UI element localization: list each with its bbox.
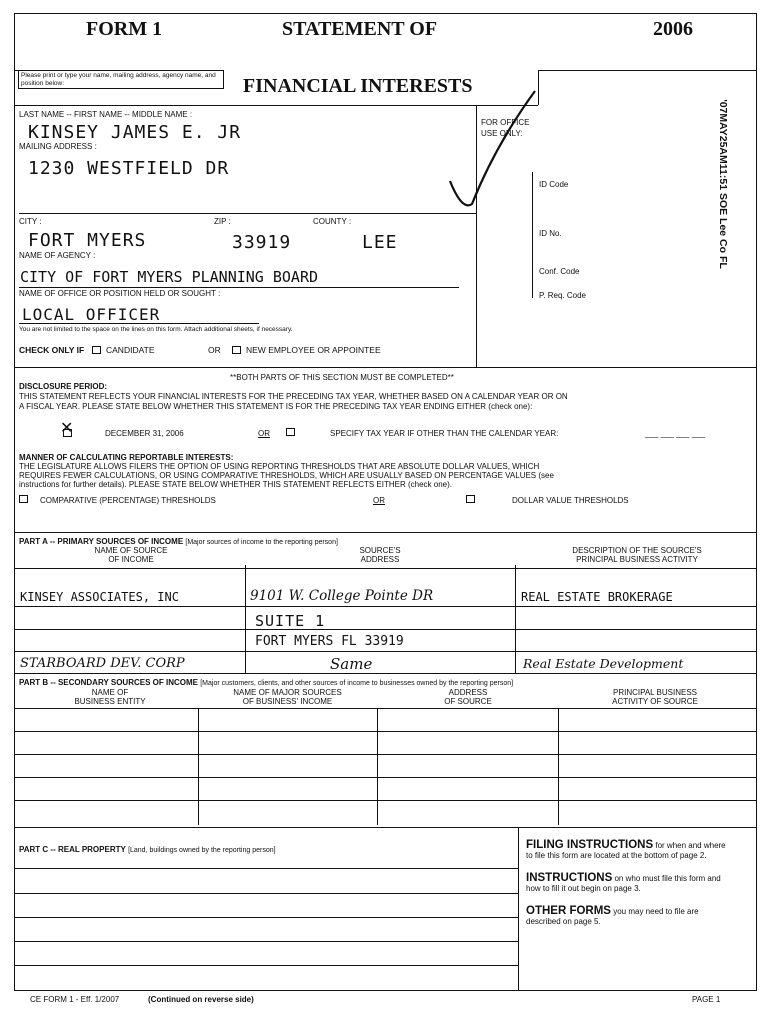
checkmark-icon bbox=[440, 86, 540, 216]
new-employee-label: NEW EMPLOYEE OR APPOINTEE bbox=[246, 345, 381, 355]
office-use-label bbox=[481, 117, 529, 139]
part-a-col2-header bbox=[247, 546, 513, 564]
manner-text2: REQUIRES FEWER CALCULATIONS, OR USING COMPARATIVE THRESHOLDS, WHICH ARE USUALLY BASED ON PERCENTAGE VALUES (see bbox=[19, 471, 554, 480]
part-b-note: [Major customers, clients, and other sources of income to businesses owned by the reporting person] bbox=[200, 680, 514, 687]
address-value: 1230 WESTFIELD DR bbox=[28, 158, 230, 179]
part-b-row-line2 bbox=[14, 754, 757, 755]
disclosure-or-1: OR bbox=[258, 429, 270, 438]
city-label: CITY : bbox=[19, 217, 42, 226]
part-c-line5 bbox=[14, 965, 518, 966]
office-left-tick bbox=[532, 172, 533, 298]
zip-value: 33919 bbox=[232, 232, 292, 253]
part-a-row2-address: SUITE 1 bbox=[255, 612, 326, 630]
agency-label: NAME OF AGENCY : bbox=[19, 251, 96, 260]
print-note: Please print or type your name, mailing address, agency name, and position below: bbox=[18, 70, 224, 89]
part-b-col2-l2: OF BUSINESS' INCOME bbox=[242, 697, 333, 706]
filing-instructions-text: for when and where to file this form are located at the bottom of page 2. bbox=[526, 841, 726, 860]
other-forms-text: you may need to file are described on page 5. bbox=[526, 907, 699, 926]
part-b-col4-header bbox=[560, 688, 750, 706]
address-label: MAILING ADDRESS : bbox=[19, 142, 97, 151]
check-only-if: CHECK ONLY IF bbox=[19, 345, 85, 355]
part-b-row-line1 bbox=[14, 731, 757, 732]
title-line1: STATEMENT OF bbox=[282, 18, 438, 40]
county-value: LEE bbox=[362, 232, 398, 253]
dec31-check-mark: ✕ bbox=[60, 420, 74, 437]
city-value: FORT MYERS bbox=[28, 230, 147, 251]
part-a-heading-row bbox=[19, 537, 338, 546]
dollar-value-label: DOLLAR VALUE THRESHOLDS bbox=[512, 496, 629, 505]
part-a-vline1 bbox=[245, 565, 246, 673]
part-a-col3-header bbox=[517, 546, 757, 564]
both-parts-note: **BOTH PARTS OF THIS SECTION MUST BE COMPLETED** bbox=[230, 373, 454, 382]
who-must-file-instructions bbox=[526, 873, 726, 894]
disclosure-top-line bbox=[14, 367, 757, 368]
check-or: OR bbox=[208, 345, 221, 355]
part-c-heading-row bbox=[19, 845, 276, 854]
period-text1: THIS STATEMENT REFLECTS YOUR FINANCIAL INTERESTS FOR THE PRECEDING TAX YEAR, WHETHER BASED ON A CALENDAR YEAR OR ON bbox=[19, 392, 568, 401]
other-forms-title: OTHER FORMS bbox=[526, 905, 611, 917]
footer-form-id: CE FORM 1 - Eff. 1/2007 bbox=[30, 995, 120, 1004]
part-b-vline3 bbox=[558, 708, 559, 825]
part-c-divider bbox=[518, 827, 519, 991]
part-a-row3-address: FORT MYERS FL 33919 bbox=[255, 634, 404, 649]
form-label: FORM 1 bbox=[86, 18, 163, 40]
part-b-vline1 bbox=[198, 708, 199, 825]
zip-label: ZIP : bbox=[214, 217, 231, 226]
part-b-col3-l1: ADDRESS bbox=[448, 688, 488, 697]
p-req-code-label: P. Req. Code bbox=[539, 291, 586, 300]
part-b-col3-header bbox=[378, 688, 558, 706]
office-use-line2: USE ONLY: bbox=[481, 129, 523, 138]
header-divider-right bbox=[538, 70, 757, 71]
specify-year-label: SPECIFY TAX YEAR IF OTHER THAN THE CALENDAR YEAR: bbox=[330, 429, 559, 438]
dec31-label: DECEMBER 31, 2006 bbox=[105, 429, 184, 438]
part-b-col1-header bbox=[20, 688, 200, 706]
part-a-header-line bbox=[14, 568, 757, 569]
part-b-row-line3 bbox=[14, 777, 757, 778]
dollar-value-checkbox[interactable] bbox=[466, 495, 475, 503]
part-a-col3-l1: DESCRIPTION OF THE SOURCE'S bbox=[572, 546, 702, 555]
part-b-header-line bbox=[14, 708, 757, 709]
part-a-top-line bbox=[14, 532, 757, 533]
new-employee-checkbox[interactable] bbox=[232, 346, 241, 354]
part-c-line4 bbox=[14, 941, 518, 942]
part-c-heading: PART C -- REAL PROPERTY bbox=[19, 845, 126, 854]
agency-value: CITY OF FORT MYERS PLANNING BOARD bbox=[20, 268, 319, 286]
part-b-col4-l2: ACTIVITY OF SOURCE bbox=[612, 697, 698, 706]
part-a-row-line2 bbox=[14, 629, 757, 630]
part-a-row4-address: Same bbox=[330, 655, 373, 673]
position-label: NAME OF OFFICE OR POSITION HELD OR SOUGHT : bbox=[19, 289, 221, 298]
period-heading: DISCLOSURE PERIOD: bbox=[19, 382, 108, 391]
form-year: 2006 bbox=[653, 18, 693, 40]
space-note: You are not limited to the space on the lines on this form. Attach additional sheets, if necessary. bbox=[19, 326, 293, 333]
part-b-vline2 bbox=[377, 708, 378, 825]
part-b-heading-row bbox=[19, 678, 513, 687]
title-line2: FINANCIAL INTERESTS bbox=[243, 75, 473, 97]
footer-continued: (Continued on reverse side) bbox=[148, 995, 254, 1004]
part-b-row-line4 bbox=[14, 800, 757, 801]
other-forms-instructions bbox=[526, 906, 726, 927]
part-a-row-line3 bbox=[14, 651, 757, 652]
part-a-col1-l2: OF INCOME bbox=[108, 555, 154, 564]
manner-text1: THE LEGISLATURE ALLOWS FILERS THE OPTION OF USING REPORTING THRESHOLDS THAT ARE ABSOLUTE DOLLAR VALUES, WHICH bbox=[19, 462, 540, 471]
candidate-label: CANDIDATE bbox=[106, 345, 155, 355]
part-c-note: [Land, buildings owned by the reporting person] bbox=[128, 847, 276, 854]
footer-page: PAGE 1 bbox=[692, 995, 721, 1004]
part-b-col2-l1: NAME OF MAJOR SOURCES bbox=[233, 688, 342, 697]
name-label: LAST NAME -- FIRST NAME -- MIDDLE NAME : bbox=[19, 110, 193, 119]
id-code-label: ID Code bbox=[539, 180, 569, 189]
manner-text3: instructions for further details). PLEASE STATE BELOW WHETHER THIS STATEMENT REFLECTS EITHER (check one). bbox=[19, 480, 452, 489]
part-b-col3-l2: OF SOURCE bbox=[444, 697, 492, 706]
conf-code-label: Conf. Code bbox=[539, 267, 580, 276]
part-b-heading: PART B -- SECONDARY SOURCES OF INCOME bbox=[19, 678, 198, 687]
office-use-line1: FOR OFFICE bbox=[481, 118, 530, 127]
who-must-file-text: on who must file this form and how to fill it out begin on page 3. bbox=[526, 874, 721, 893]
address-line bbox=[19, 213, 476, 214]
part-a-col3-l2: PRINCIPAL BUSINESS ACTIVITY bbox=[576, 555, 698, 564]
county-label: COUNTY : bbox=[313, 217, 352, 226]
part-c-line1 bbox=[14, 868, 518, 869]
comparative-checkbox[interactable] bbox=[19, 495, 28, 503]
specify-year-checkbox[interactable] bbox=[286, 428, 295, 436]
specify-year-blank[interactable]: ___ ___ ___ ___ bbox=[645, 429, 706, 438]
part-c-line3 bbox=[14, 917, 518, 918]
part-b-col4-l1: PRINCIPAL BUSINESS bbox=[612, 688, 698, 697]
comparative-label: COMPARATIVE (PERCENTAGE) THRESHOLDS bbox=[40, 496, 216, 505]
who-must-file-title: INSTRUCTIONS bbox=[526, 872, 613, 884]
part-a-row4-name: STARBOARD DEV. CORP bbox=[20, 656, 185, 671]
part-a-col2-l1: SOURCE'S bbox=[359, 546, 401, 555]
part-a-row1-address: 9101 W. College Pointe DR bbox=[250, 588, 434, 604]
part-a-col2-l2: ADDRESS bbox=[360, 555, 400, 564]
filing-instructions bbox=[526, 840, 726, 861]
part-a-row1-activity: REAL ESTATE BROKERAGE bbox=[521, 590, 673, 604]
filing-instructions-title: FILING INSTRUCTIONS bbox=[526, 839, 654, 851]
part-a-row4-activity: Real Estate Development bbox=[523, 656, 684, 671]
part-a-col1-header bbox=[20, 546, 242, 564]
instructions-box bbox=[526, 840, 726, 927]
agency-line bbox=[19, 287, 459, 288]
candidate-checkbox[interactable] bbox=[92, 346, 101, 354]
part-a-col1-l1: NAME OF SOURCE bbox=[94, 546, 168, 555]
name-value: KINSEY JAMES E. JR bbox=[28, 122, 242, 143]
manner-heading: MANNER OF CALCULATING REPORTABLE INTERESTS: bbox=[19, 453, 234, 462]
id-no-label: ID No. bbox=[539, 229, 562, 238]
position-line bbox=[19, 323, 259, 324]
part-a-row1-name: KINSEY ASSOCIATES, INC bbox=[20, 590, 179, 604]
part-c-line2 bbox=[14, 893, 518, 894]
received-stamp: '07MAY25AM11:51 SOE Lee Co FL bbox=[717, 99, 729, 269]
part-b-col1-l2: BUSINESS ENTITY bbox=[74, 697, 146, 706]
disclosure-or-2: OR bbox=[373, 496, 385, 505]
part-b-col1-l1: NAME OF bbox=[91, 688, 129, 697]
part-a-heading: PART A -- PRIMARY SOURCES OF INCOME bbox=[19, 537, 184, 546]
part-a-vline2 bbox=[515, 565, 516, 673]
part-b-bottom-line bbox=[14, 827, 757, 828]
period-text2: A FISCAL YEAR. PLEASE STATE BELOW WHETHER THIS STATEMENT IS FOR THE PRECEDING TAX YEAR ENDING EITHER (check one): bbox=[19, 402, 533, 411]
part-a-row-line1 bbox=[14, 606, 757, 607]
part-b-col2-header bbox=[200, 688, 375, 706]
position-value: LOCAL OFFICER bbox=[22, 305, 161, 324]
part-a-note: [Major sources of income to the reporting person] bbox=[185, 539, 338, 546]
part-a-bottom-line bbox=[14, 673, 757, 674]
